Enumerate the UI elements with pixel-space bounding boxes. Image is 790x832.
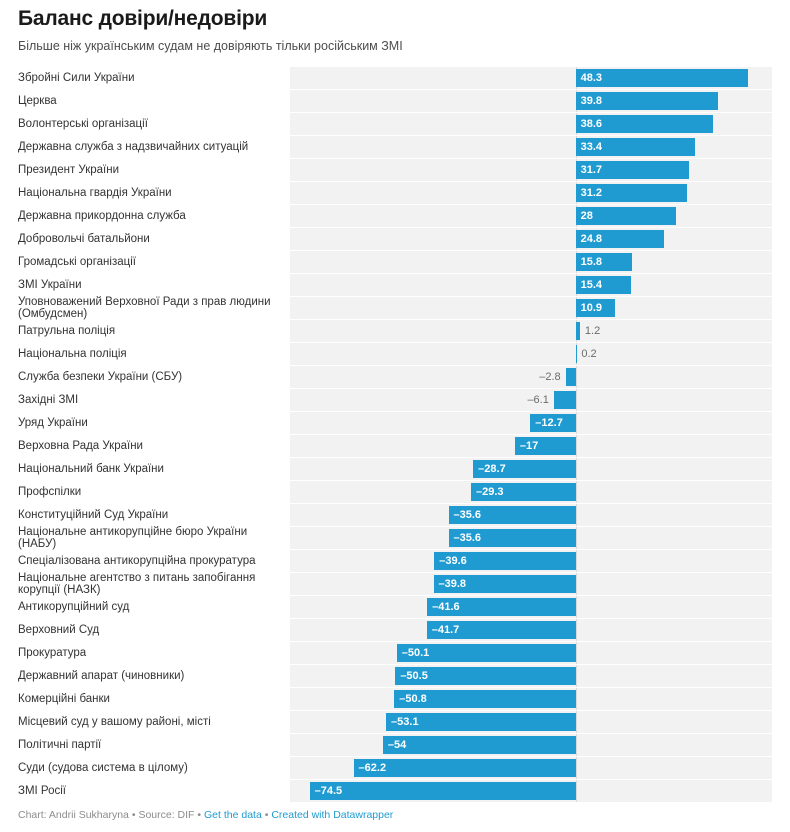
bar-category-label: Верховний Суд (18, 624, 100, 636)
bar-track (290, 665, 772, 687)
bar-row (18, 458, 772, 480)
bar-track (290, 113, 772, 135)
bar-row (18, 527, 772, 549)
bar-value-label: 31.2 (580, 187, 603, 199)
zero-axis-line (576, 366, 577, 388)
bar-track (290, 320, 772, 342)
bar-category-label: Державна служба з надзвичайних ситуацій (18, 141, 249, 153)
bar (383, 736, 576, 754)
bar-track (290, 412, 772, 434)
bar (566, 368, 576, 386)
bar-category-label: Національний банк України (18, 463, 164, 475)
bar-track (290, 734, 772, 756)
bar-row (18, 136, 772, 158)
zero-axis-line (576, 757, 577, 779)
bar-track (290, 642, 772, 664)
bar-value-label: 10.9 (580, 302, 603, 314)
bar-row (18, 665, 772, 687)
bar-category-label: ЗМІ України (18, 279, 82, 291)
zero-axis-line (576, 435, 577, 457)
bar-value-label: –50.8 (399, 693, 427, 705)
bar-row (18, 734, 772, 756)
bar-value-label: –28.7 (478, 463, 506, 475)
bar-track (290, 596, 772, 618)
bar-row (18, 251, 772, 273)
bar-value-label: –53.1 (391, 716, 419, 728)
bar-value-label: –41.7 (431, 624, 460, 636)
bar-track (290, 136, 772, 158)
bar-category-label: Патрульна поліція (18, 325, 116, 337)
bar-value-label: –54 (387, 739, 407, 751)
zero-axis-line (576, 642, 577, 664)
zero-axis-line (576, 596, 577, 618)
bar-value-label: 15.8 (580, 256, 603, 268)
zero-axis-line (576, 665, 577, 687)
bar-category-label: Уряд України (18, 417, 88, 429)
bar-row (18, 573, 772, 595)
bar-value-label: 48.3 (580, 72, 603, 84)
bar-row (18, 481, 772, 503)
bar-row (18, 366, 772, 388)
zero-axis-line (576, 711, 577, 733)
row-gap (18, 802, 772, 803)
zero-axis-line (576, 619, 577, 641)
bar-category-label: Національне антикорупційне бюро України (НАБУ) (18, 526, 248, 550)
bar-value-label: 0.2 (581, 348, 597, 360)
footer-separator-1: • (131, 809, 136, 821)
bar-track (290, 182, 772, 204)
bar-value-label: –2.8 (539, 371, 561, 383)
bar-value-label: –6.1 (527, 394, 549, 406)
bar-row (18, 688, 772, 710)
zero-axis-line (576, 412, 577, 434)
get-the-data-link[interactable]: Get the data (204, 809, 262, 821)
bar-category-label: Президент України (18, 164, 120, 176)
bar (554, 391, 576, 409)
bar-value-label: 24.8 (580, 233, 603, 245)
bar-value-label: –50.1 (401, 647, 430, 659)
bar-category-label: Конституційний Суд України (18, 509, 169, 521)
zero-axis-line (576, 389, 577, 411)
bar-category-label: Державний апарат (чиновники) (18, 670, 185, 682)
bar-value-label: –39.8 (438, 578, 467, 590)
bar-track (290, 481, 772, 503)
bar-track (290, 780, 772, 802)
bar-track (290, 573, 772, 595)
bar-row (18, 619, 772, 641)
bar-category-label: Політичні партії (18, 739, 102, 751)
bar-row (18, 642, 772, 664)
bar-track (290, 504, 772, 526)
bar-value-label: –41.6 (432, 601, 460, 613)
bar-category-label: Національна гвардія України (18, 187, 172, 199)
page-title: Баланс довіри/недовіри (18, 7, 268, 30)
bar-category-label: Волонтерські організації (18, 118, 148, 130)
bar-row (18, 550, 772, 572)
bar-value-label: 39.8 (580, 95, 603, 107)
bar-category-label: Громадські організації (18, 256, 136, 268)
bar-row (18, 182, 772, 204)
bar-value-label: –35.6 (453, 509, 482, 521)
bar (310, 782, 576, 800)
bar-category-label: Суди (судова система в цілому) (18, 762, 188, 774)
bar-row (18, 504, 772, 526)
bar-row (18, 343, 772, 365)
bar-row (18, 757, 772, 779)
bar-category-label: Спеціалізована антикорупційна прокуратура (18, 555, 256, 567)
bar-row (18, 159, 772, 181)
chart-footer (18, 808, 772, 822)
bar (576, 345, 577, 363)
bar-category-label: Верховна Рада України (18, 440, 143, 452)
zero-axis-line (576, 734, 577, 756)
bar-chart (18, 67, 772, 803)
bar-row (18, 205, 772, 227)
zero-axis-line (576, 504, 577, 526)
bar-track (290, 274, 772, 296)
bar-value-label: –50.5 (400, 670, 428, 682)
bar-row (18, 412, 772, 434)
bar-track (290, 366, 772, 388)
bar-value-label: –12.7 (535, 417, 563, 429)
zero-axis-line (576, 573, 577, 595)
bar-track (290, 757, 772, 779)
bar-category-label: Національна поліція (18, 348, 127, 360)
footer-separator-2: • (197, 809, 202, 821)
bar-track (290, 619, 772, 641)
bar-value-label: –39.6 (439, 555, 467, 567)
bar-category-label: Церква (18, 95, 57, 107)
bar-row (18, 90, 772, 112)
bar-value-label: 38.6 (580, 118, 603, 130)
bar-track (290, 90, 772, 112)
zero-axis-line (576, 780, 577, 802)
bar-category-label: Західні ЗМІ (18, 394, 79, 406)
bar (576, 322, 580, 340)
footer-credit: Chart: Andrii Sukharyna (18, 809, 129, 821)
footer-separator-3: • (264, 809, 269, 821)
chart-subtitle: Більше ніж українським судам не довіряють тільки російським ЗМІ (18, 39, 403, 53)
bar-value-label: 33.4 (580, 141, 603, 153)
zero-axis-line (576, 481, 577, 503)
bar-value-label: 28 (580, 210, 593, 222)
bar-track (290, 389, 772, 411)
bar-track (290, 688, 772, 710)
bar-row (18, 389, 772, 411)
bar-row (18, 780, 772, 802)
bar-track (290, 159, 772, 181)
bar-category-label: Уповноважений Верховної Ради з прав людини (Омбудсмен) (18, 296, 271, 320)
bar-category-label: Збройні Сили України (18, 72, 135, 84)
bar-row (18, 67, 772, 89)
bar-category-label: Місцевий суд у вашому районі, місті (18, 716, 211, 728)
bar-track (290, 458, 772, 480)
bar-category-label: Добровольчі батальйони (18, 233, 150, 245)
bar-track (290, 67, 772, 89)
bar-value-label: –35.6 (453, 532, 482, 544)
bar-category-label: Комерційні банки (18, 693, 110, 705)
bar-row (18, 297, 772, 319)
bar-row (18, 435, 772, 457)
bar-value-label: 15.4 (580, 279, 603, 291)
bar-row (18, 320, 772, 342)
bar-value-label: –74.5 (314, 785, 343, 797)
bar-category-label: Прокуратура (18, 647, 87, 659)
zero-axis-line (576, 527, 577, 549)
bar (354, 759, 576, 777)
bar-value-label: –17 (519, 440, 539, 452)
bar-track (290, 527, 772, 549)
bar-row (18, 113, 772, 135)
zero-axis-line (576, 550, 577, 572)
bar-category-label: ЗМІ Росії (18, 785, 66, 797)
bar-row (18, 274, 772, 296)
bar-row (18, 596, 772, 618)
bar-category-label: Національне агентство з питань запобігання корупції (НАЗК) (18, 572, 256, 596)
bar-track (290, 228, 772, 250)
bar-value-label: 1.2 (584, 325, 601, 337)
bar-track (290, 435, 772, 457)
bar-category-label: Служба безпеки України (СБУ) (18, 371, 183, 383)
created-with-datawrapper-link[interactable]: Created with Datawrapper (271, 809, 394, 821)
bar-value-label: –62.2 (358, 762, 387, 774)
bar-track (290, 297, 772, 319)
zero-axis-line (576, 688, 577, 710)
bar-track (290, 711, 772, 733)
bar-track (290, 251, 772, 273)
zero-axis-line (576, 458, 577, 480)
bar-track (290, 343, 772, 365)
bar-value-label: –29.3 (476, 486, 504, 498)
bar-row (18, 228, 772, 250)
bar-category-label: Антикорупційний суд (18, 601, 130, 613)
bar-value-label: 31.7 (580, 164, 603, 176)
bar-category-label: Профспілки (18, 486, 82, 498)
bar-row (18, 711, 772, 733)
bar-track (290, 205, 772, 227)
bar-category-label: Державна прикордонна служба (18, 210, 186, 222)
footer-source: Source: DIF (138, 809, 195, 821)
bar-track (290, 550, 772, 572)
